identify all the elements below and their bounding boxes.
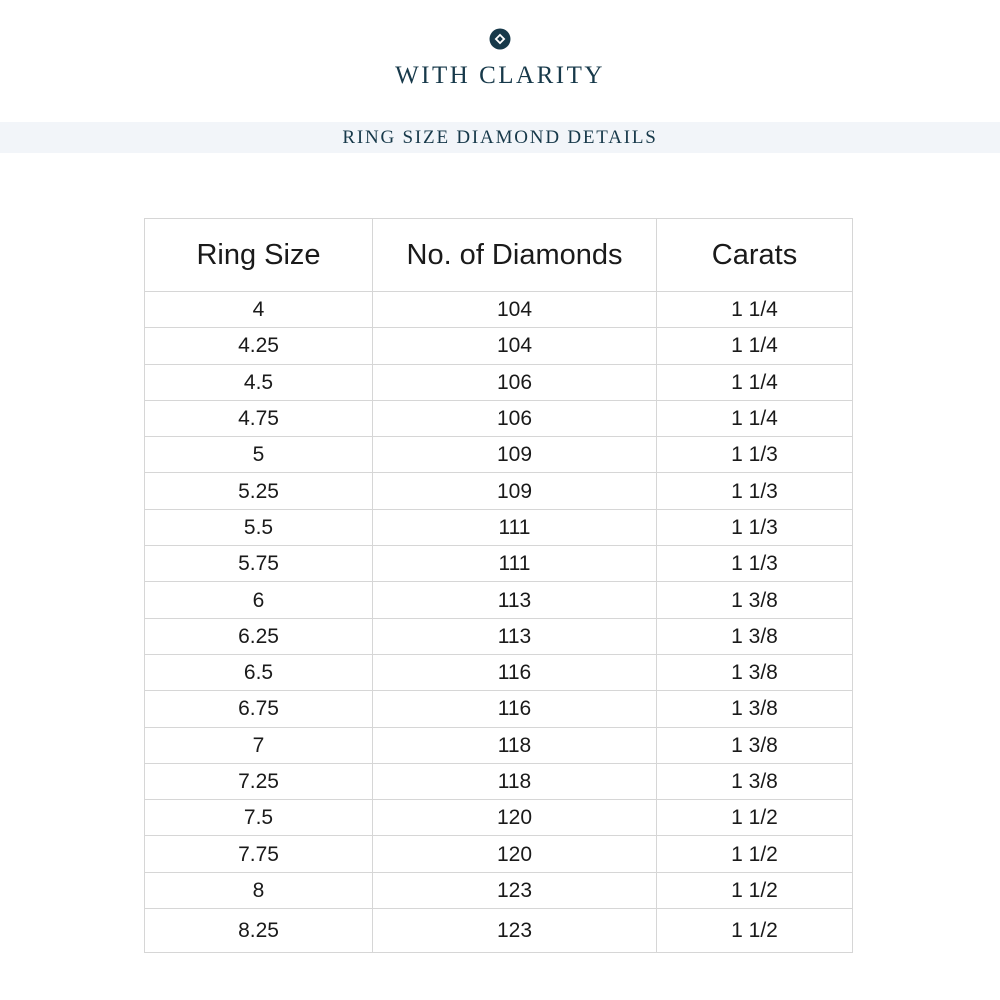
cell-diamond-count: 106 [373,364,657,400]
cell-carats: 1 1/2 [657,909,853,953]
cell-diamond-count: 106 [373,400,657,436]
cell-ring-size: 6.5 [145,654,373,690]
table-row [145,763,853,799]
table-row [145,509,853,545]
cell-carats: 1 1/4 [657,364,853,400]
cell-diamond-count: 113 [373,618,657,654]
cell-carats: 1 1/4 [657,400,853,436]
cell-carats: 1 1/2 [657,836,853,872]
cell-ring-size: 7.75 [145,836,373,872]
cell-ring-size: 4.75 [145,400,373,436]
table-row [145,691,853,727]
cell-ring-size: 7 [145,727,373,763]
cell-diamond-count: 118 [373,727,657,763]
section-title-band [0,122,1000,153]
cell-carats: 1 3/8 [657,654,853,690]
table-row [145,836,853,872]
cell-ring-size: 5 [145,437,373,473]
cell-carats: 1 3/8 [657,727,853,763]
table-row [145,546,853,582]
cell-carats: 1 3/8 [657,763,853,799]
cell-carats: 1 1/3 [657,437,853,473]
cell-diamond-count: 111 [373,546,657,582]
cell-ring-size: 4 [145,292,373,328]
cell-ring-size: 6.75 [145,691,373,727]
cell-carats: 1 1/3 [657,473,853,509]
cell-ring-size: 5.5 [145,509,373,545]
cell-diamond-count: 123 [373,872,657,908]
cell-ring-size: 6.25 [145,618,373,654]
cell-carats: 1 3/8 [657,618,853,654]
column-header-carats: Carats [657,219,853,292]
table-row [145,292,853,328]
table-row [145,618,853,654]
diamond-in-circle-icon [489,28,511,50]
ring-size-table [144,218,853,953]
table-row [145,582,853,618]
cell-carats: 1 3/8 [657,691,853,727]
table-row [145,328,853,364]
cell-diamond-count: 116 [373,654,657,690]
cell-diamond-count: 104 [373,292,657,328]
table-row [145,437,853,473]
cell-diamond-count: 111 [373,509,657,545]
brand-name: WITH CLARITY [395,62,605,89]
cell-ring-size: 7.5 [145,800,373,836]
table-row [145,909,853,953]
cell-ring-size: 6 [145,582,373,618]
table-row [145,473,853,509]
cell-diamond-count: 104 [373,328,657,364]
cell-diamond-count: 116 [373,691,657,727]
table-header-row [145,219,853,292]
cell-diamond-count: 109 [373,473,657,509]
column-header-ring-size: Ring Size [145,219,373,292]
cell-carats: 1 1/3 [657,546,853,582]
cell-ring-size: 5.75 [145,546,373,582]
cell-carats: 1 1/4 [657,328,853,364]
table-row [145,800,853,836]
cell-ring-size: 8 [145,872,373,908]
cell-diamond-count: 109 [373,437,657,473]
column-header-no-of-diamonds: No. of Diamonds [373,219,657,292]
table-row [145,400,853,436]
cell-carats: 1 1/4 [657,292,853,328]
cell-ring-size: 8.25 [145,909,373,953]
cell-ring-size: 4.25 [145,328,373,364]
cell-diamond-count: 120 [373,800,657,836]
table-row [145,872,853,908]
table-row [145,364,853,400]
cell-ring-size: 5.25 [145,473,373,509]
section-title: RING SIZE DIAMOND DETAILS [342,127,658,148]
cell-carats: 1 1/3 [657,509,853,545]
cell-diamond-count: 123 [373,909,657,953]
table-row [145,654,853,690]
cell-diamond-count: 113 [373,582,657,618]
cell-diamond-count: 120 [373,836,657,872]
cell-carats: 1 1/2 [657,800,853,836]
table-row [145,727,853,763]
cell-ring-size: 4.5 [145,364,373,400]
cell-carats: 1 1/2 [657,872,853,908]
cell-ring-size: 7.25 [145,763,373,799]
cell-diamond-count: 118 [373,763,657,799]
cell-carats: 1 3/8 [657,582,853,618]
